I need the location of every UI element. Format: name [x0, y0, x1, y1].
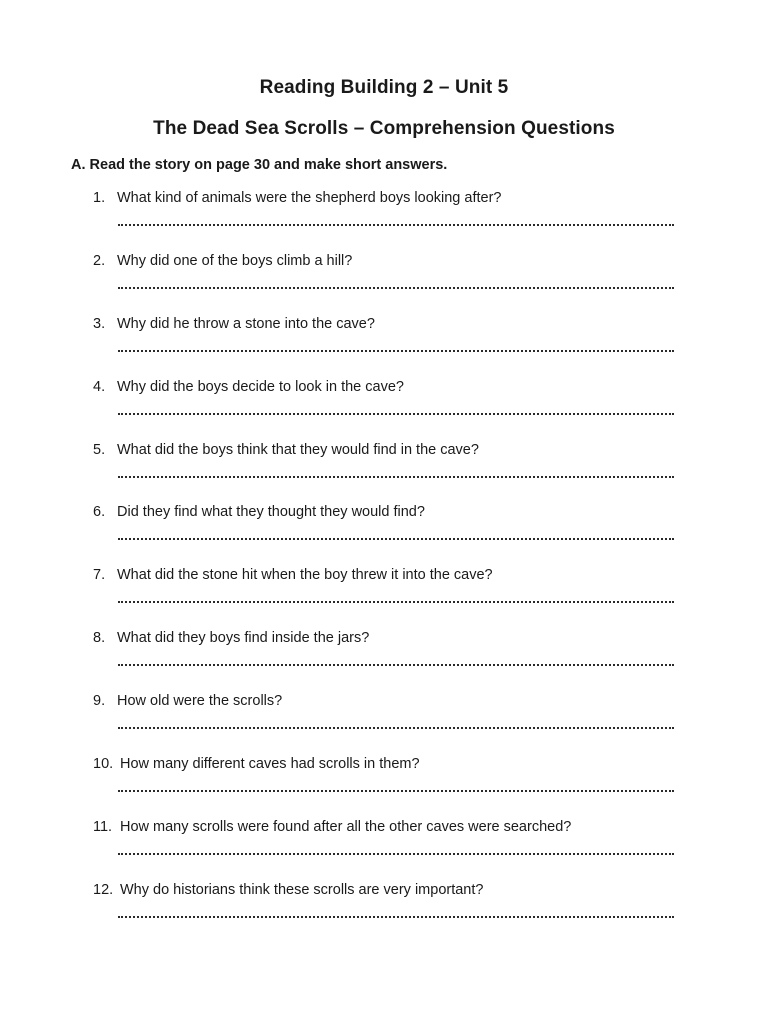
- answer-line: [118, 413, 674, 415]
- question-text: Did they find what they thought they would find?: [117, 504, 425, 521]
- question-number: 9.: [93, 693, 106, 710]
- question-number: 4.: [93, 378, 106, 395]
- page-subtitle: The Dead Sea Scrolls – Comprehension Questions: [153, 118, 615, 139]
- question-number: 2.: [93, 252, 106, 269]
- question-item: [0, 565, 768, 628]
- question-text: Why do historians think these scrolls are very important?: [120, 881, 484, 898]
- question-item: [0, 628, 768, 691]
- question-number: 12.: [93, 881, 114, 898]
- question-number: 11.: [93, 818, 113, 835]
- question-text: How many different caves had scrolls in them?: [120, 756, 420, 773]
- question-item: [0, 817, 768, 880]
- answer-line: [118, 538, 674, 540]
- question-item: [0, 691, 768, 754]
- answer-line: [118, 476, 674, 478]
- answer-line: [118, 601, 674, 603]
- answer-line: [118, 287, 674, 289]
- answer-line: [118, 853, 674, 855]
- question-text: Why did one of the boys climb a hill?: [117, 252, 353, 269]
- answer-line: [118, 790, 674, 792]
- question-number: 6.: [93, 504, 106, 521]
- question-item: [0, 377, 768, 440]
- question-text: How many scrolls were found after all the other caves were searched?: [120, 818, 572, 835]
- question-text: What did the stone hit when the boy threw it into the cave?: [117, 567, 493, 584]
- question-item: [0, 251, 768, 314]
- answer-line: [118, 727, 674, 729]
- question-item: [0, 754, 768, 817]
- question-number: 3.: [93, 315, 106, 332]
- answer-line: [118, 224, 674, 226]
- answer-line: [118, 664, 674, 666]
- page-title: Reading Building 2 – Unit 5: [259, 77, 509, 98]
- question-number: 7.: [93, 567, 106, 584]
- question-number: 10.: [93, 756, 114, 773]
- answer-line: [118, 916, 674, 918]
- question-item: [0, 314, 768, 377]
- question-number: 8.: [93, 630, 106, 647]
- question-item: [0, 880, 768, 943]
- question-item: [0, 502, 768, 565]
- question-number: 1.: [93, 190, 106, 206]
- question-item: [0, 440, 768, 503]
- question-list: [0, 188, 768, 943]
- question-text: What did the boys think that they would find in the cave?: [117, 441, 479, 458]
- question-text: What kind of animals were the shepherd boys looking after?: [117, 190, 502, 206]
- question-number: 5.: [93, 441, 106, 458]
- question-text: How old were the scrolls?: [117, 693, 283, 710]
- answer-line: [118, 350, 674, 352]
- question-item: [0, 188, 768, 251]
- question-text: What did they boys find inside the jars?: [117, 630, 370, 647]
- question-text: Why did the boys decide to look in the cave?: [117, 378, 404, 395]
- section-instruction: A. Read the story on page 30 and make short answers.: [71, 157, 448, 173]
- question-text: Why did he throw a stone into the cave?: [117, 315, 375, 332]
